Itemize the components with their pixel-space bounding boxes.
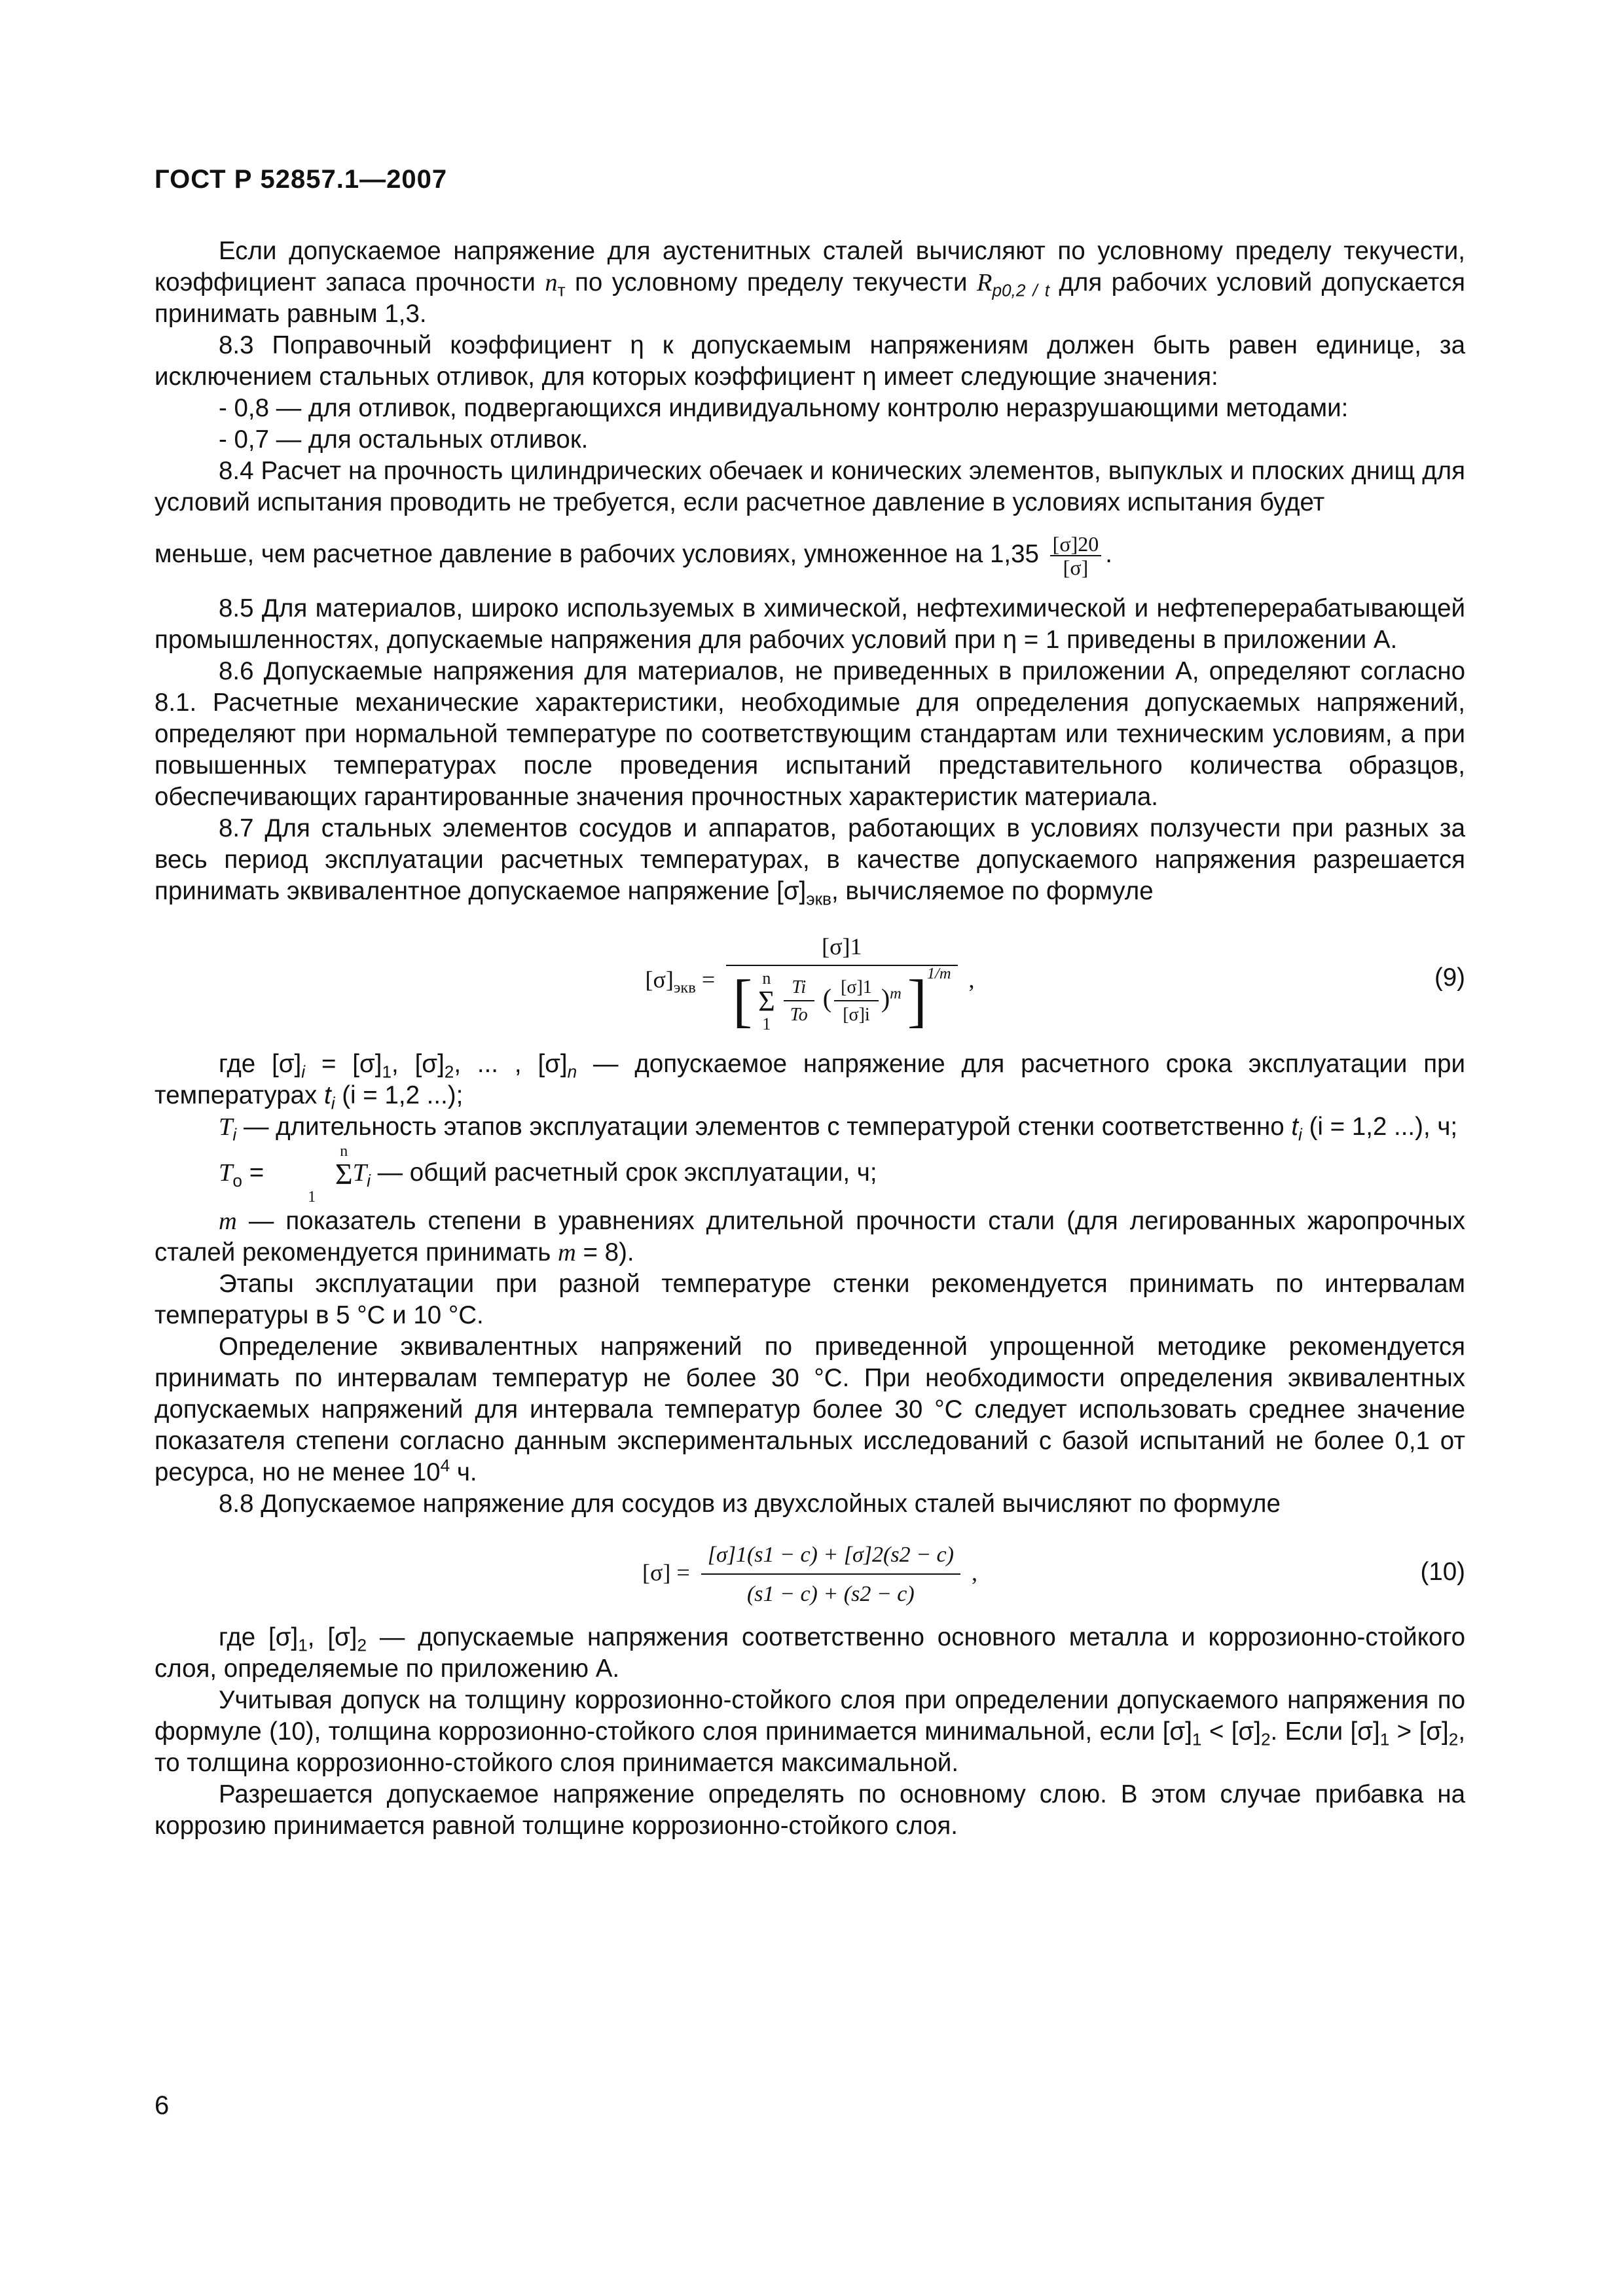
paragraph-8-6: 8.6 Допускаемые напряжения для материалов, не приведенных в приложении А, определяют согласно 8.1. Расчетные механические характеристики, необходимые для определения допускаемых напряжений, определяют при нормальной температуре по соответствующим стандартам или техническим условиям, а при повышенных температурах после проведения испытаний представительного количества образцов, обеспечивающих гарантированные значения прочностных характеристик материала. bbox=[155, 657, 1465, 811]
formula-9-number: (9) bbox=[1434, 963, 1465, 992]
formula-9-fraction: [σ]1 [ n Σ 1 $\frac{Ti}{To}$ ( $\frac{[\sigma]1}{[\sigma]i}$ )$^m$ ]$^{1/m}$ bbox=[726, 931, 957, 1033]
paragraph-8-4: 8.4 Расчет на прочность цилиндрических обечаек и конических элементов, выпуклых и плоских днищ для условий испытания проводить не требуется, если расчетное давление в условиях испытания будет bbox=[155, 457, 1465, 516]
paragraph-8-8: 8.8 Допускаемое напряжение для сосудов из двухслойных сталей вычисляют по формуле bbox=[219, 1490, 1281, 1518]
paragraph-m-definition: m — показатель степени в уравнениях длительной прочности стали (для легированных жаропрочных сталей рекомендуется принимать m = 8). bbox=[155, 1207, 1465, 1266]
paragraph-to-definition: $T_о = n$ Σ $1T_i$ — общий расчетный срок эксплуатации, ч; bbox=[219, 1143, 877, 1206]
paragraph-8-5: 8.5 Для материалов, широко используемых в химической, нефтехимической и нефтеперерабатывающей промышленностях, допускаемые напряжения для рабочих условий при η = 1 приведены в приложении А. bbox=[155, 594, 1465, 654]
paragraph-base-layer: Разрешается допускаемое напряжение определять по основному слою. В этом случае прибавка на коррозию принимается равной толщине коррозионно-стойкого слоя. bbox=[155, 1780, 1465, 1840]
body-text bbox=[155, 236, 1465, 1842]
formula-10-fraction: $\frac{[\sigma]1(s1 - c) + [\sigma]2(s2 - c)}{(s1 - c) + (s2 - c)}$ bbox=[701, 1539, 960, 1610]
paragraph-tolerance: Учитывая допуск на толщину коррозионно-стойкого слоя при определении допускаемого напряжения по формуле (10), толщина коррозионно-стойкого слоя принимается минимальной, если $[\sigma]_1 < [\sigma]_2$. Если $[\sigma]_1 > [\sigma]_2$, то толщина коррозионно-стойкого слоя принимается максимальной. bbox=[155, 1686, 1466, 1777]
formula-10: [σ] = $\frac{[\sigma]1(s1 - c) + [\sigma]2(s2 - c)}{(s1 - c) + (s2 - c)}$ , (10) bbox=[155, 1537, 1465, 1609]
sum-symbol-to: n Σ 1 bbox=[308, 1143, 353, 1206]
standard-header: ГОСТ Р 52857.1—2007 bbox=[155, 165, 448, 194]
list-item-0-7: - 0,7 — для остальных отливок. bbox=[219, 425, 589, 454]
formula-10-number: (10) bbox=[1420, 1558, 1465, 1586]
page-number: 6 bbox=[155, 2091, 170, 2120]
paragraph-8-4-continued: меньше, чем расчетное давление в рабочих условиях, умноженное на 1,35 $\frac{[\sigma]20}{[\sigma]}$ . bbox=[155, 532, 1112, 579]
paragraph-where-sigma-i: где $[\sigma]_i = [\sigma]_1$, $[\sigma]_2$, ... , $[\sigma]_n$ — допускаемое напряжение для расчетного срока эксплуатации при температурах $t_i$ (i = 1,2 ...); bbox=[155, 1050, 1466, 1113]
sum-symbol: n Σ 1 bbox=[758, 969, 775, 1033]
paragraph-8-7: 8.7 Для стальных элементов сосудов и аппаратов, работающих в условиях ползучести при разных за весь период эксплуатации расчетных температурах, в качестве допускаемого напряжения разрешается принимать эквивалентное допускаемое напряжение $[\sigma]_{экв}$, вычисляемое по формуле bbox=[155, 814, 1465, 909]
paragraph-stages: Этапы эксплуатации при разной температуре стенки рекомендуется принимать по интервалам температуры в 5 °C и 10 °C. bbox=[155, 1270, 1465, 1329]
formula-9: $[\sigma]_{экв}$ = [σ]1 [ n Σ 1 $\frac{Ti}{To}$ ( $\frac{[\sigma]1}{[\sigma]i}$ )$^m$ ]$^{1/m}$ , (9) bbox=[155, 924, 1465, 1035]
paragraph-where-sigma-layers: где $[\sigma]_1$, $[\sigma]_2$ — допускаемые напряжения соответственно основного металла и коррозионно-стойкого слоя, определяемые по приложению А. bbox=[155, 1623, 1465, 1683]
sigma-ratio-fraction: $\frac{[\sigma]20}{[\sigma]}$ bbox=[1050, 533, 1102, 579]
list-item-0-8: - 0,8 — для отливок, подвергающихся индивидуальному контролю неразрушающими методами: bbox=[219, 394, 1349, 422]
paragraph-austenitic: Если допускаемое напряжение для аустенитных сталей вычисляют по условному пределу текучести, коэффициент запаса прочности $n_т$ по условному пределу текучести $R_{p0,2 / t}$ для рабочих условий допускается принимать равным 1,3. bbox=[155, 237, 1465, 328]
paragraph-8-3: 8.3 Поправочный коэффициент η к допускаемым напряжениям должен быть равен единице, за исключением стальных отливок, для которых коэффициент η имеет следующие значения: bbox=[155, 331, 1465, 391]
paragraph-equivalent: Определение эквивалентных напряжений по приведенной упрощенной методике рекомендуется принимать по интервалам температур не более 30 °C. При необходимости определения эквивалентных допускаемых напряжений для интервала температур более 30 °C следует использовать среднее значение показателя степени согласно данным экспериментальных исследований с базой испытаний не более 0,1 от ресурса, но не менее $10^4$ ч. bbox=[155, 1333, 1465, 1486]
paragraph-ti-definition: $T_i$ — длительность этапов эксплуатации элементов с температурой стенки соответственно $t_i$ (i = 1,2 ...), ч; bbox=[219, 1113, 1458, 1145]
